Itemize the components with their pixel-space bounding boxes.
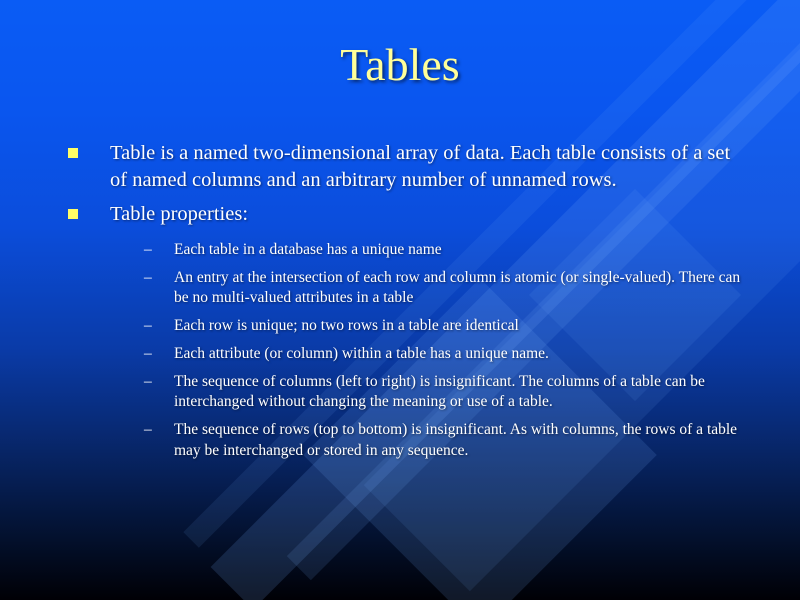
list-item — [52, 316, 752, 337]
list-item — [52, 372, 752, 414]
list-item — [52, 344, 752, 365]
list-item-label: Each row is unique; no two rows in a table are identical — [174, 317, 519, 335]
slide-body — [52, 140, 752, 469]
list-item-label: The sequence of rows (top to bottom) is insignificant. As with columns, the rows of a table may be interchanged or stored in any sequence. — [174, 421, 738, 459]
dash-bullet-icon: – — [144, 421, 152, 439]
list-item-label: The sequence of columns (left to right) is insignificant. The columns of a table can be interchanged without changing the meaning or use of a table. — [174, 372, 705, 411]
list-item-label: Each attribute (or column) within a table has a unique name. — [174, 344, 549, 362]
square-bullet-icon — [68, 148, 78, 158]
sub-list — [52, 240, 752, 462]
list-item-label: Table properties: — [110, 202, 249, 225]
list-item — [52, 268, 752, 310]
list-item — [52, 201, 752, 228]
list-item-label: An entry at the intersection of each row and column is atomic (or single-valued). There can be no multi-valued attributes in a table — [174, 268, 741, 307]
dash-bullet-icon: – — [144, 317, 152, 335]
list-item — [52, 140, 752, 195]
list-item-label: Table is a named two-dimensional array of data. Each table consists of a set of named columns and an arbitrary number of unnamed rows. — [110, 142, 731, 192]
list-item-label: Each table in a database has a unique name — [174, 240, 442, 258]
dash-bullet-icon: – — [144, 268, 152, 286]
slide-title: Tables — [340, 39, 460, 90]
dash-bullet-icon: – — [144, 344, 152, 362]
list-item — [52, 420, 752, 462]
list-item — [52, 240, 752, 261]
dash-bullet-icon: – — [144, 372, 152, 390]
dash-bullet-icon: – — [144, 240, 152, 258]
square-bullet-icon — [68, 209, 78, 219]
